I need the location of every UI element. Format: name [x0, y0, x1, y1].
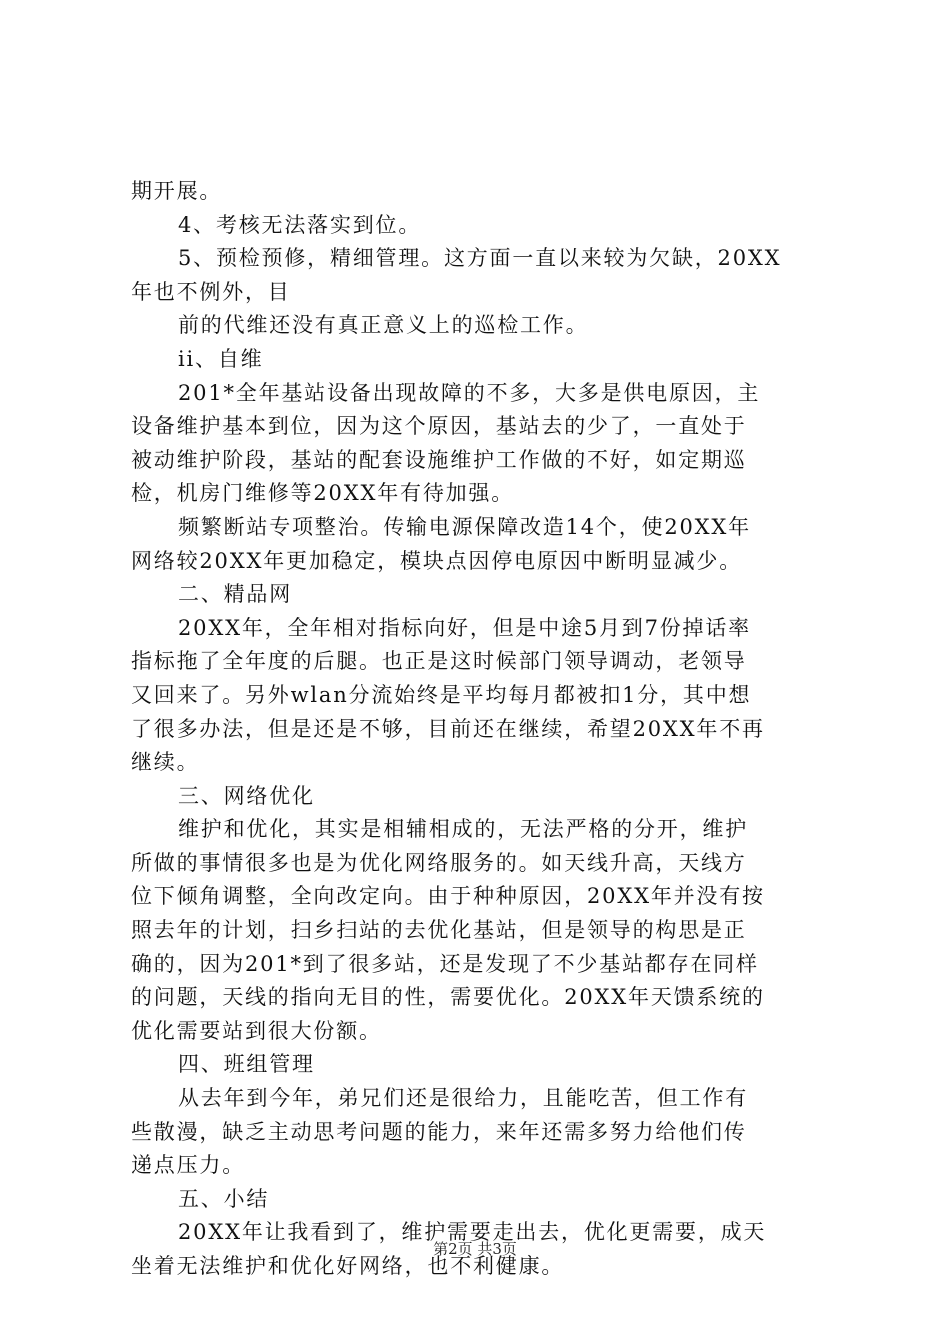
text-line: 检，机房门维修等20XX年有待加强。 — [131, 481, 515, 506]
text-line: 前的代维还没有真正意义上的巡检工作。 — [178, 313, 589, 338]
text-line: 继续。 — [131, 750, 200, 775]
text-line: 坐着无法维护和优化好网络，也不利健康。 — [131, 1254, 565, 1278]
text-line: 4、考核无法落实到位。 — [178, 212, 422, 237]
text-line: 频繁断站专项整治。传输电源保障改造14个，使20XX年 — [178, 514, 751, 539]
text-line: 20XX年，全年相对指标向好，但是中途5月到7份掉话率 — [178, 615, 751, 640]
text-line: 递点压力。 — [131, 1153, 245, 1178]
text-line: 了很多办法，但是还是不够，目前还在继续，希望20XX年不再 — [131, 716, 765, 741]
text-line: 又回来了。另外wlan分流始终是平均每月都被扣1分，其中想 — [131, 682, 752, 707]
text-line: 被动维护阶段，基站的配套设施维护工作做的不好，如定期巡 — [131, 447, 747, 472]
text-line: 确的，因为201*到了很多站，还是发现了不少基站都存在同样 — [131, 951, 759, 976]
text-line: 设备维护基本到位，因为这个原因，基站去的少了，一直处于 — [131, 414, 747, 439]
text-line: 维护和优化，其实是相辅相成的，无法严格的分开，维护 — [178, 817, 748, 842]
text-line: 期开展。 — [131, 179, 223, 203]
document-body — [131, 175, 831, 1284]
text-line: 从去年到今年，弟兄们还是很给力，且能吃苦，但工作有 — [178, 1086, 748, 1111]
text-line: 201*全年基站设备出现故障的不多，大多是供电原因，主 — [178, 380, 761, 405]
page-number: 第2页 共3页 — [433, 1240, 517, 1258]
text-line: 的问题，天线的指向无目的性，需要优化。20XX年天馈系统的 — [131, 985, 765, 1010]
text-line: 5、预检预修，精细管理。这方面一直以来较为欠缺，20XX — [178, 246, 782, 271]
text-line: ii、自维 — [178, 346, 264, 371]
text-line: 三、网络优化 — [178, 783, 315, 808]
text-line: 些散漫，缺乏主动思考问题的能力，来年还需多努力给他们传 — [131, 1119, 747, 1144]
text-line: 优化需要站到很大份额。 — [131, 1018, 382, 1043]
text-line: 20XX年让我看到了，维护需要走出去，优化更需要，成天 — [178, 1220, 767, 1245]
text-line: 五、小结 — [178, 1186, 270, 1211]
text-line: 指标拖了全年度的后腿。也正是这时候部门领导调动，老领导 — [131, 649, 747, 674]
text-line: 位下倾角调整，全向改定向。由于种种原因，20XX年并没有按 — [131, 884, 765, 909]
text-line: 网络较20XX年更加稳定，模块点因停电原因中断明显减少。 — [131, 548, 743, 573]
text-line: 二、精品网 — [178, 582, 292, 607]
text-line: 年也不例外，目 — [131, 279, 291, 304]
text-line: 所做的事情很多也是为优化网络服务的。如天线升高，天线方 — [131, 850, 747, 875]
text-line: 照去年的计划，扫乡扫站的去优化基站，但是领导的构思是正 — [131, 918, 747, 943]
text-line: 四、班组管理 — [178, 1052, 315, 1077]
